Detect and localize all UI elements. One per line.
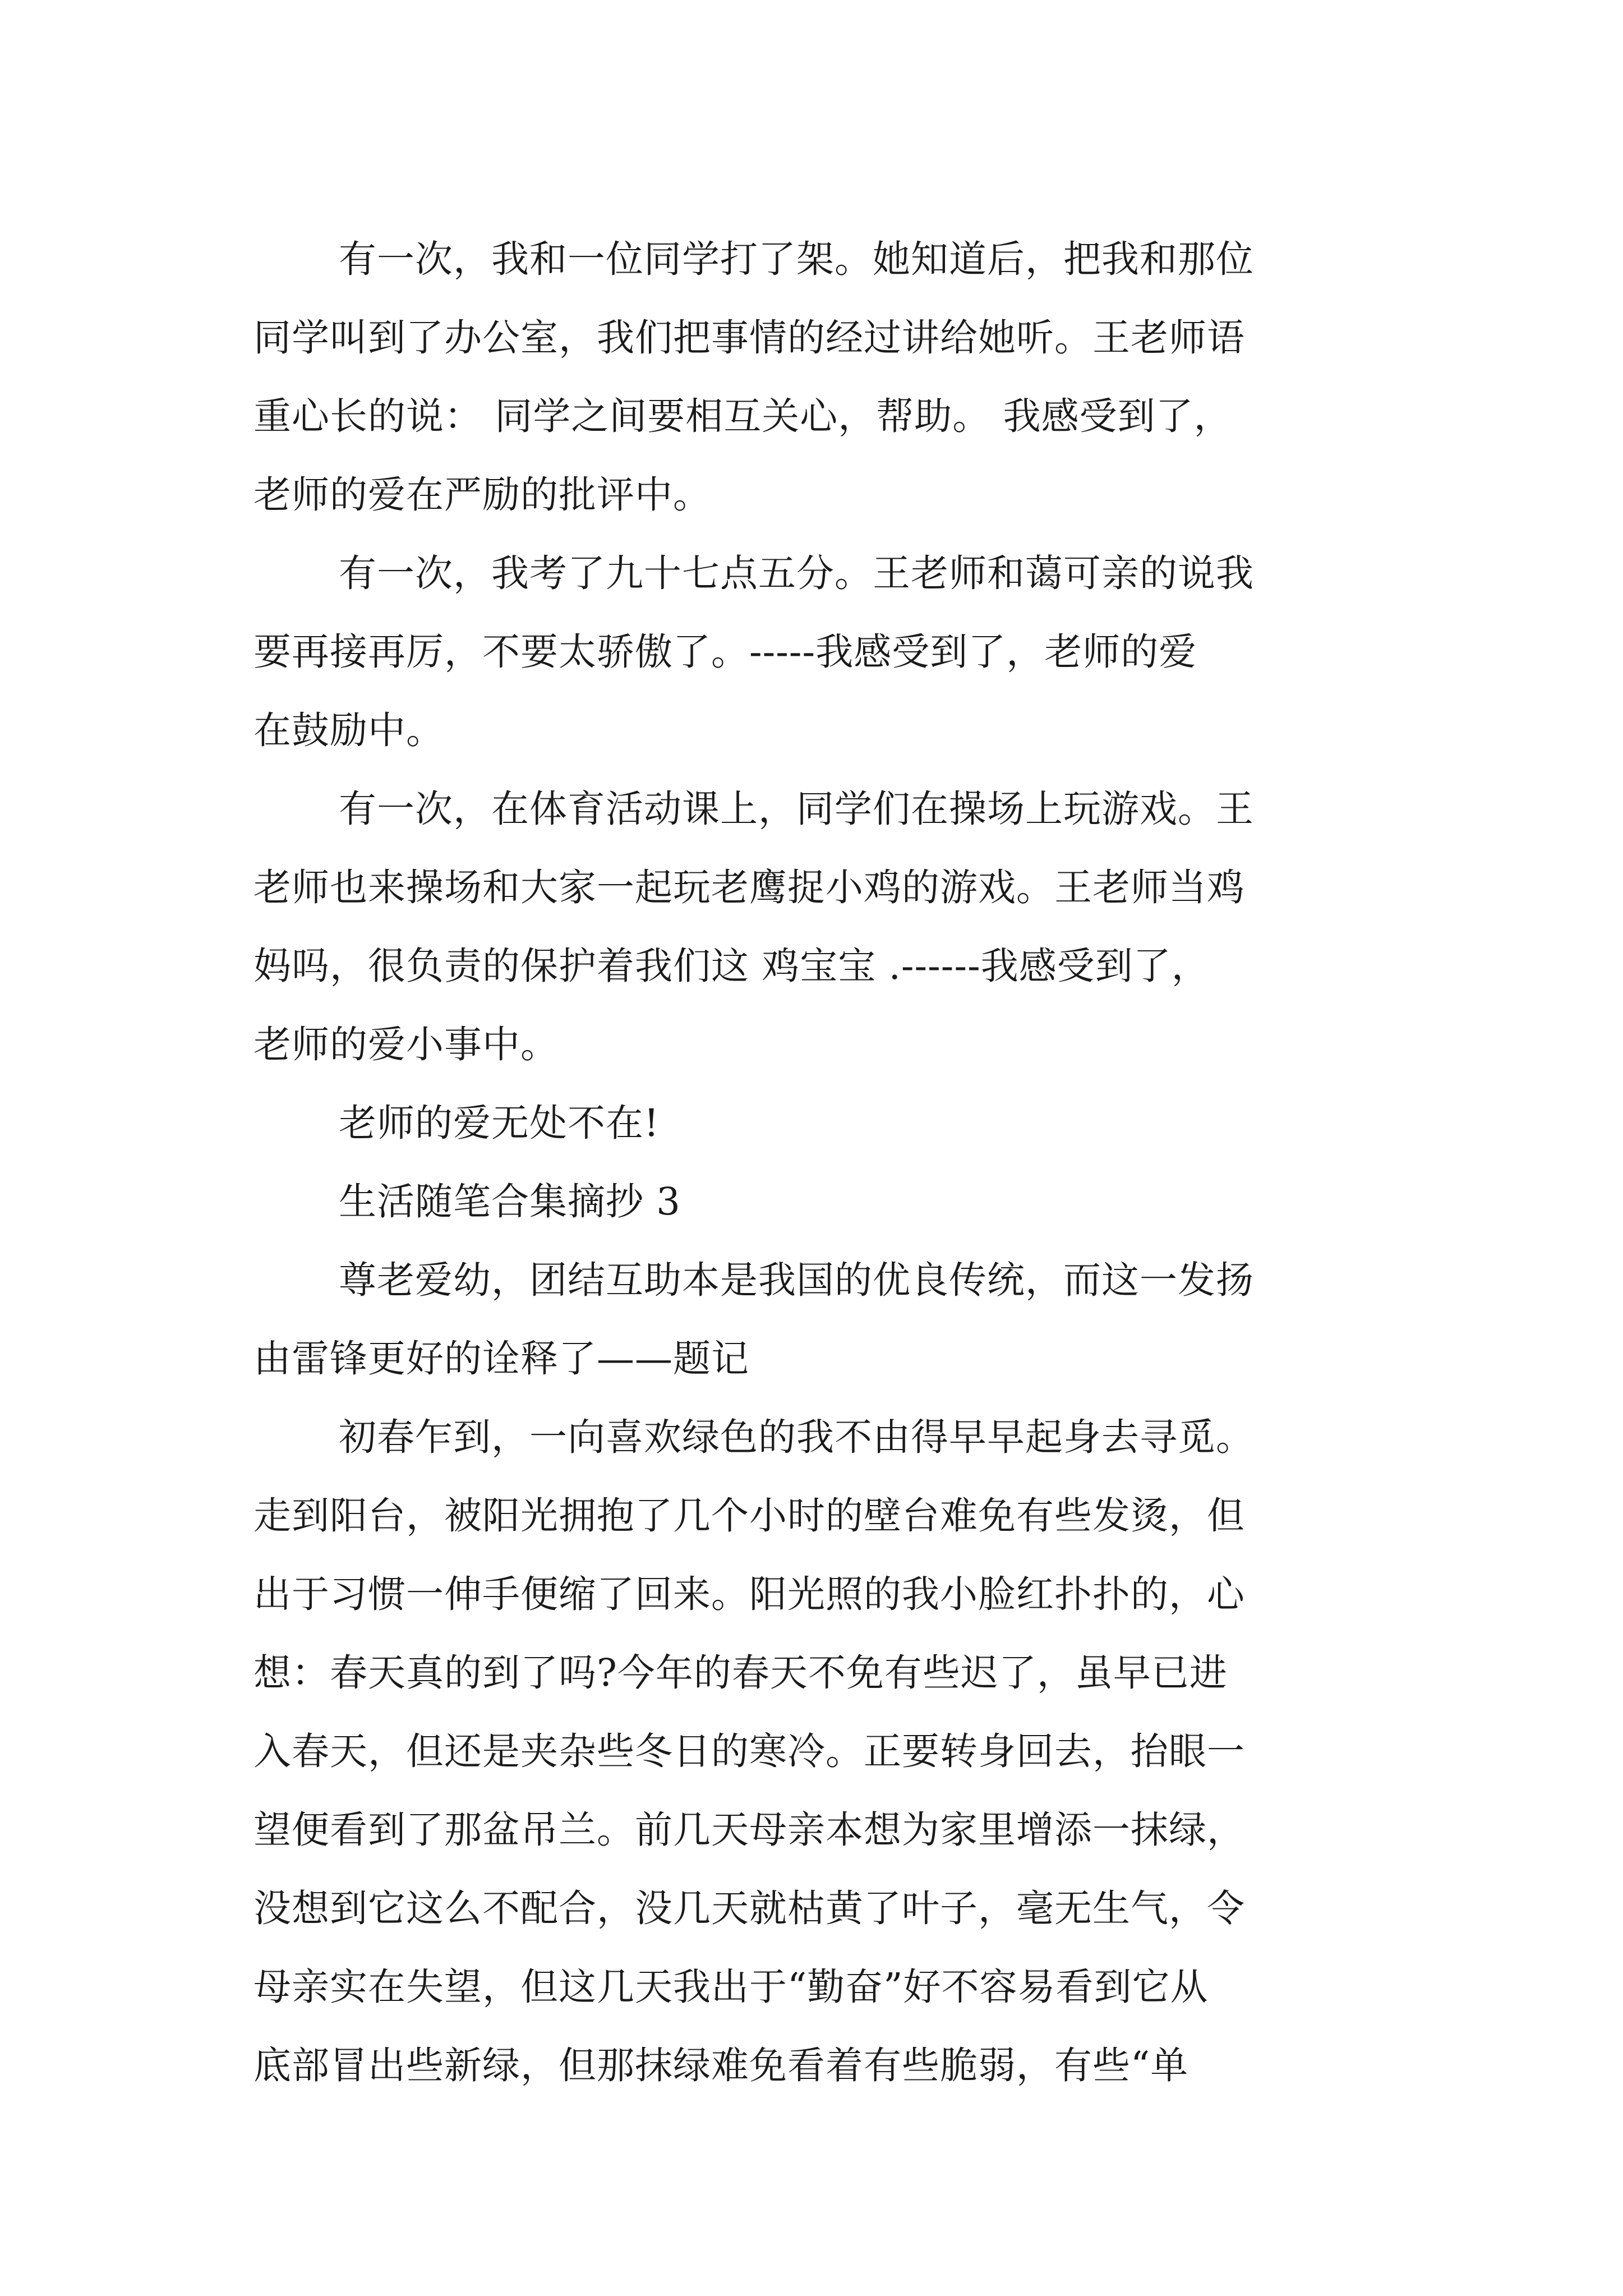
text-line: 老师也来操场和大家一起玩老鹰捉小鸡的游戏。王老师当鸡 [253, 866, 1245, 909]
text-line: 由雷锋更好的诠释了——题记 [253, 1337, 749, 1381]
text-line: 老师的爱在严励的批评中。 [253, 473, 711, 517]
text-line: 初春乍到，一向喜欢绿色的我不由得早早起身去寻觅。 [339, 1415, 1254, 1459]
text-line: 有一次，我考了九十七点五分。王老师和蔼可亲的说我 [339, 551, 1254, 595]
text-line: 妈吗，很负责的保护着我们这 鸡宝宝 .------我感受到了， [253, 944, 1210, 988]
text-line: 有一次，我和一位同学打了架。她知道后，把我和那位 [339, 237, 1254, 281]
text-line: 望便看到了那盆吊兰。前几天母亲本想为家里增添一抹绿， [253, 1808, 1245, 1852]
text-line: 尊老爱幼，团结互助本是我国的优良传统，而这一发扬 [339, 1258, 1254, 1302]
text-line: 重心长的说： 同学之间要相互关心，帮助。 我感受到了， [253, 394, 1232, 438]
text-line: 入春天，但还是夹杂些冬日的寒冷。正要转身回去，抬眼一 [253, 1729, 1245, 1773]
text-line: 老师的爱无处不在! [339, 1101, 660, 1145]
text-line: 同学叫到了办公室，我们把事情的经过讲给她听。王老师语 [253, 316, 1245, 360]
section-heading: 生活随笔合集摘抄 3 [339, 1180, 681, 1223]
text-line: 想：春天真的到了吗?今年的春天不免有些迟了，虽早已进 [253, 1651, 1228, 1695]
text-line: 要再接再厉，不要太骄傲了。-----我感受到了，老师的爱 [253, 630, 1197, 674]
text-line: 出于习惯一伸手便缩了回来。阳光照的我小脸红扑扑的，心 [253, 1572, 1245, 1616]
text-line: 有一次，在体育活动课上，同学们在操场上玩游戏。王 [339, 787, 1254, 831]
text-line: 在鼓励中。 [253, 708, 444, 752]
text-line: 走到阳台，被阳光拥抱了几个小时的壁台难免有些发烫，但 [253, 1494, 1245, 1538]
text-line: 老师的爱小事中。 [253, 1023, 559, 1066]
text-line: 底部冒出些新绿，但那抹绿难免看着有些脆弱，有些“单 [253, 2044, 1189, 2087]
text-line: 母亲实在失望，但这几天我出于“勤奋”好不容易看到它从 [253, 1965, 1209, 2009]
text-line: 没想到它这么不配合，没几天就枯黄了叶子，毫无生气，令 [253, 1887, 1245, 1930]
document-body [253, 220, 1381, 2105]
